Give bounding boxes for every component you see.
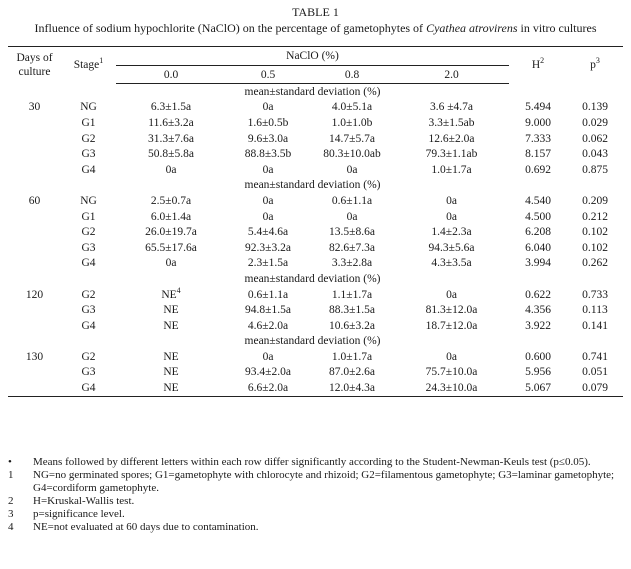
table-row <box>8 240 623 256</box>
value-text: 93.4±2.0a <box>245 366 291 379</box>
value-cell <box>116 224 226 240</box>
value-cell <box>226 349 310 365</box>
value-text: 2.3±1.5a <box>247 257 289 270</box>
table-body <box>8 84 623 397</box>
footnote-mark: 2 <box>8 495 14 507</box>
subheader-row <box>8 271 623 287</box>
table-row <box>8 193 623 209</box>
days-cell <box>8 224 61 240</box>
value-text: 0a <box>446 194 457 207</box>
h-value-cell: 9.000 <box>525 116 551 129</box>
species-name: Cyathea atrovirens <box>426 21 518 35</box>
value-cell <box>226 209 310 225</box>
table-row <box>8 146 623 162</box>
table-row <box>8 162 623 178</box>
footnote <box>8 469 620 495</box>
value-cell <box>226 115 310 131</box>
days-cell: 30 <box>28 101 41 114</box>
value-text: 9.6±3.0a <box>247 132 289 145</box>
stage-cell: G4 <box>61 380 116 396</box>
table-row <box>8 365 623 381</box>
value-text: 0a <box>446 288 457 301</box>
value-text: 0a <box>262 210 274 223</box>
table-row <box>8 380 623 396</box>
table-subtitle <box>0 21 631 35</box>
h-value-cell: 5.494 <box>525 101 551 114</box>
subtitle-text: Influence of sodium hypochlorite (NaClO) on the percentage of gametophytes of <box>34 21 427 35</box>
subheader-row <box>8 84 623 100</box>
blank-cell <box>8 334 61 350</box>
stage-cell: G3 <box>81 366 96 379</box>
h-value-cell: 4.356 <box>525 304 551 317</box>
table-row <box>8 349 623 365</box>
value-cell <box>394 115 509 131</box>
value-cell <box>394 287 509 303</box>
value-cell <box>226 318 310 334</box>
header-conc-2: 0.8 <box>310 66 394 84</box>
value-cell <box>226 100 310 116</box>
header-stage <box>61 47 116 84</box>
stage-cell: G3 <box>81 148 96 161</box>
value-cell <box>394 318 509 334</box>
value-text: 87.0±2.6a <box>329 366 375 379</box>
p-value-cell: 0.062 <box>582 132 608 145</box>
value-text: 80.3±10.0ab <box>323 148 381 161</box>
stage-cell: G2 <box>81 226 96 239</box>
value-cell <box>116 240 226 256</box>
h-value-cell: 0.600 <box>525 350 551 363</box>
value-cell <box>116 193 226 209</box>
h-value-cell: 5.067 <box>509 380 567 396</box>
table-row <box>8 256 623 272</box>
value-cell <box>116 365 226 381</box>
value-cell <box>394 349 509 365</box>
value-text: 4.3±3.5a <box>431 257 472 270</box>
header-conc-0: 0.0 <box>116 66 226 84</box>
footnote-text: p=significance level. <box>33 508 125 520</box>
value-text: 24.3±10.0a <box>425 382 478 395</box>
blank-cell <box>61 271 116 287</box>
value-cell <box>116 131 226 147</box>
value-text: 0a <box>346 210 358 223</box>
value-cell <box>116 380 226 396</box>
stage-cell: G2 <box>81 132 96 145</box>
header-p-label: p <box>590 59 596 72</box>
value-cell <box>226 131 310 147</box>
footnote <box>8 495 620 508</box>
table-row <box>8 115 623 131</box>
value-cell <box>226 224 310 240</box>
value-cell <box>226 193 310 209</box>
stage-cell: G4 <box>81 319 96 332</box>
value-text: 65.5±17.6a <box>145 241 197 254</box>
footnote-marker: 1 <box>99 56 104 66</box>
days-cell <box>8 131 61 147</box>
value-cell <box>310 193 394 209</box>
value-cell <box>394 209 509 225</box>
footnote <box>8 521 620 534</box>
footnote-mark: 3 <box>8 508 14 520</box>
value-cell <box>310 146 394 162</box>
value-cell <box>394 240 509 256</box>
p-value-cell: 0.029 <box>582 116 608 129</box>
value-text: 1.0±1.0b <box>331 116 373 129</box>
p-value-cell: 0.875 <box>582 163 608 176</box>
value-text: 88.8±3.5b <box>244 148 292 161</box>
footnote-mark: • <box>8 456 12 468</box>
days-cell <box>8 162 61 178</box>
h-value-cell: 6.208 <box>525 226 551 239</box>
blank-cell <box>61 334 116 350</box>
value-cell <box>226 287 310 303</box>
p-value-cell: 0.741 <box>582 350 608 363</box>
value-cell <box>394 146 509 162</box>
value-text: 0a <box>446 210 457 223</box>
days-cell <box>8 240 61 256</box>
p-value-cell: 0.212 <box>582 210 608 223</box>
days-cell <box>8 256 61 272</box>
days-cell <box>8 318 61 334</box>
value-cell <box>116 302 226 318</box>
blank-cell <box>509 178 567 194</box>
results-table <box>8 46 623 397</box>
header-h-label: H <box>531 59 541 72</box>
value-text: 1.0±1.7a <box>431 163 472 176</box>
value-cell <box>310 100 394 116</box>
value-text: 12.0±4.3a <box>329 382 375 395</box>
value-cell <box>226 256 310 272</box>
p-value-cell: 0.079 <box>567 380 623 396</box>
value-cell <box>310 162 394 178</box>
value-cell <box>226 240 310 256</box>
p-value-cell: 0.102 <box>582 241 608 254</box>
value-text: 6.6±2.0a <box>247 382 289 395</box>
footnote-marker: 4 <box>176 285 181 295</box>
value-cell <box>116 256 226 272</box>
header-conc-1: 0.5 <box>226 66 310 84</box>
header-days-line1: Days of <box>16 52 53 65</box>
stage-cell: G3 <box>81 304 96 317</box>
value-text: 26.0±19.7a <box>145 226 197 239</box>
subheader-row <box>8 178 623 194</box>
blank-cell <box>567 271 623 287</box>
table-row <box>8 131 623 147</box>
subheader-label: mean±standard deviation (%) <box>244 335 381 348</box>
value-cell <box>310 365 394 381</box>
value-text: 31.3±7.6a <box>148 132 194 145</box>
value-text: 81.3±12.0a <box>425 304 478 317</box>
subheader-label: mean±standard deviation (%) <box>244 179 381 192</box>
h-value-cell: 3.922 <box>525 319 551 332</box>
value-cell <box>310 318 394 334</box>
value-text: 4.6±2.0a <box>247 319 289 332</box>
value-cell <box>226 162 310 178</box>
table-row <box>8 100 623 116</box>
days-cell: 120 <box>25 288 44 301</box>
value-cell <box>394 302 509 318</box>
blank-cell <box>509 84 567 100</box>
value-cell <box>310 209 394 225</box>
p-value-cell: 0.209 <box>582 194 608 207</box>
value-text: 0a <box>262 194 274 207</box>
h-value-cell: 4.500 <box>525 210 551 223</box>
stage-cell: G4 <box>81 257 96 270</box>
value-text: 0a <box>262 163 274 176</box>
value-cell <box>310 287 394 303</box>
blank-cell <box>61 84 116 100</box>
value-text: 1.4±2.3a <box>431 226 472 239</box>
value-text: 13.5±8.6a <box>329 226 375 239</box>
value-cell <box>226 380 310 396</box>
value-text: NE <box>163 350 179 363</box>
footnote-marker: 2 <box>540 56 545 66</box>
value-text: NE <box>161 288 177 301</box>
value-cell <box>394 365 509 381</box>
blank-cell <box>509 271 567 287</box>
header-p <box>567 47 623 84</box>
blank-cell <box>567 334 623 350</box>
stage-cell: G3 <box>81 241 96 254</box>
value-text: 0.6±1.1a <box>331 194 373 207</box>
days-cell: 60 <box>28 194 41 207</box>
value-text: NE <box>163 382 179 395</box>
footnote-text: NE=not evaluated at 60 days due to contamination. <box>33 521 259 533</box>
footnote <box>8 456 620 469</box>
blank-cell <box>8 178 61 194</box>
value-text: 11.6±3.2a <box>148 116 194 129</box>
stage-cell: G4 <box>81 163 96 176</box>
value-text: 14.7±5.7a <box>329 132 375 145</box>
value-cell <box>116 100 226 116</box>
stage-cell: NG <box>80 194 97 207</box>
blank-cell <box>61 178 116 194</box>
value-cell <box>116 318 226 334</box>
h-value-cell: 4.540 <box>525 194 551 207</box>
value-cell <box>226 302 310 318</box>
header-stage-label: Stage <box>73 59 100 72</box>
subheader-label: mean±standard deviation (%) <box>244 272 381 285</box>
stage-cell: G1 <box>81 116 96 129</box>
blank-cell <box>8 271 61 287</box>
blank-cell <box>567 84 623 100</box>
value-cell <box>116 287 226 303</box>
value-text: 50.8±5.8a <box>148 148 194 161</box>
value-text: 3.3±2.8a <box>331 257 373 270</box>
value-text: 1.1±1.7a <box>331 288 373 301</box>
table-row <box>8 287 623 303</box>
value-cell <box>310 240 394 256</box>
value-cell <box>394 380 509 396</box>
h-value-cell: 0.692 <box>525 163 551 176</box>
header-days-line2: culture <box>18 66 51 79</box>
footnote-text: NG=no germinated spores; G1=gametophyte with chlorocyte and rhizoid; G2=filamentous gametophyte; G3=laminar gametophyte; G4=cordiform gametophyte. <box>33 469 615 494</box>
stage-cell: G2 <box>81 350 96 363</box>
h-value-cell: 6.040 <box>525 241 551 254</box>
header-days <box>8 47 61 84</box>
h-value-cell: 7.333 <box>525 132 551 145</box>
value-text: 92.3±3.2a <box>245 241 291 254</box>
header-conc-3: 2.0 <box>394 66 509 84</box>
days-cell <box>8 146 61 162</box>
value-text: 0a <box>165 163 177 176</box>
subtitle-text-end: in vitro cultures <box>517 21 597 35</box>
p-value-cell: 0.262 <box>582 257 608 270</box>
value-cell <box>116 115 226 131</box>
blank-cell <box>509 334 567 350</box>
value-cell <box>310 256 394 272</box>
subheader-label: mean±standard deviation (%) <box>244 85 381 98</box>
footnote-mark: 4 <box>8 521 14 533</box>
value-text: 1.0±1.7a <box>331 350 373 363</box>
value-text: 3.3±1.5ab <box>428 116 475 129</box>
value-text: 88.3±1.5a <box>329 304 375 317</box>
value-text: 12.6±2.0a <box>428 132 475 145</box>
h-value-cell: 3.994 <box>525 257 551 270</box>
table-row <box>8 224 623 240</box>
header-naclo: NaClO (%) <box>116 47 509 66</box>
value-text: 3.6 ±4.7a <box>429 101 474 114</box>
table-row <box>8 209 623 225</box>
value-text: 0a <box>346 163 358 176</box>
footnote-mark: 1 <box>8 469 14 481</box>
value-cell <box>394 162 509 178</box>
value-text: 0a <box>262 101 274 114</box>
footnote <box>8 508 620 521</box>
value-cell <box>310 131 394 147</box>
p-value-cell: 0.113 <box>582 304 608 317</box>
value-cell <box>226 146 310 162</box>
table-footnotes <box>8 456 620 534</box>
p-value-cell: 0.733 <box>582 288 608 301</box>
value-cell <box>394 224 509 240</box>
value-text: 2.5±0.7a <box>150 194 192 207</box>
days-cell <box>8 365 61 381</box>
days-cell <box>8 209 61 225</box>
value-cell <box>226 365 310 381</box>
value-text: 10.6±3.2a <box>329 319 375 332</box>
value-cell <box>310 349 394 365</box>
days-cell <box>8 380 61 396</box>
value-cell <box>310 224 394 240</box>
value-text: NE <box>163 304 179 317</box>
p-value-cell: 0.102 <box>582 226 608 239</box>
p-value-cell: 0.139 <box>582 101 608 114</box>
value-cell <box>116 209 226 225</box>
days-cell <box>8 302 61 318</box>
value-text: 94.8±1.5a <box>245 304 291 317</box>
days-cell <box>8 115 61 131</box>
value-cell <box>394 193 509 209</box>
value-cell <box>116 162 226 178</box>
h-value-cell: 5.956 <box>525 366 551 379</box>
stage-cell: NG <box>80 101 97 114</box>
value-cell <box>310 380 394 396</box>
value-text: 94.3±5.6a <box>428 241 475 254</box>
h-value-cell: 0.622 <box>525 288 551 301</box>
stage-cell: G2 <box>81 288 96 301</box>
value-text: 6.3±1.5a <box>150 101 192 114</box>
value-text: 82.6±7.3a <box>329 241 375 254</box>
value-cell <box>310 302 394 318</box>
stage-cell: G1 <box>81 210 96 223</box>
value-cell <box>310 115 394 131</box>
value-text: 0a <box>165 257 177 270</box>
blank-cell <box>8 84 61 100</box>
value-text: 6.0±1.4a <box>150 210 192 223</box>
value-text: 79.3±1.1ab <box>425 148 478 161</box>
value-cell <box>394 256 509 272</box>
footnote-marker: 3 <box>595 56 600 66</box>
value-cell <box>394 100 509 116</box>
p-value-cell: 0.141 <box>582 319 608 332</box>
value-text: 5.4±4.6a <box>247 226 289 239</box>
value-text: 0a <box>446 350 457 363</box>
value-text: 0a <box>262 350 274 363</box>
header-h <box>509 47 567 84</box>
value-cell <box>394 131 509 147</box>
value-text: NE <box>163 366 179 379</box>
p-value-cell: 0.043 <box>582 148 608 161</box>
value-text: 75.7±10.0a <box>425 366 478 379</box>
subheader-row <box>8 334 623 350</box>
value-cell <box>116 146 226 162</box>
blank-cell <box>567 178 623 194</box>
table-title: TABLE 1 <box>292 5 339 19</box>
footnote-text: H=Kruskal-Wallis test. <box>33 495 135 507</box>
table-row <box>8 318 623 334</box>
value-cell <box>116 349 226 365</box>
value-text: 4.0±5.1a <box>331 101 373 114</box>
value-text: NE <box>163 319 179 332</box>
table-row <box>8 302 623 318</box>
days-cell: 130 <box>25 350 44 363</box>
h-value-cell: 8.157 <box>525 148 551 161</box>
value-text: 1.6±0.5b <box>247 116 289 129</box>
footnote-text: Means followed by different letters within each row differ significantly according to the Student-Newman-Keuls test (p≤0.05). <box>33 456 591 468</box>
value-text: 0.6±1.1a <box>247 288 289 301</box>
value-text: 18.7±12.0a <box>425 319 478 332</box>
p-value-cell: 0.051 <box>582 366 608 379</box>
